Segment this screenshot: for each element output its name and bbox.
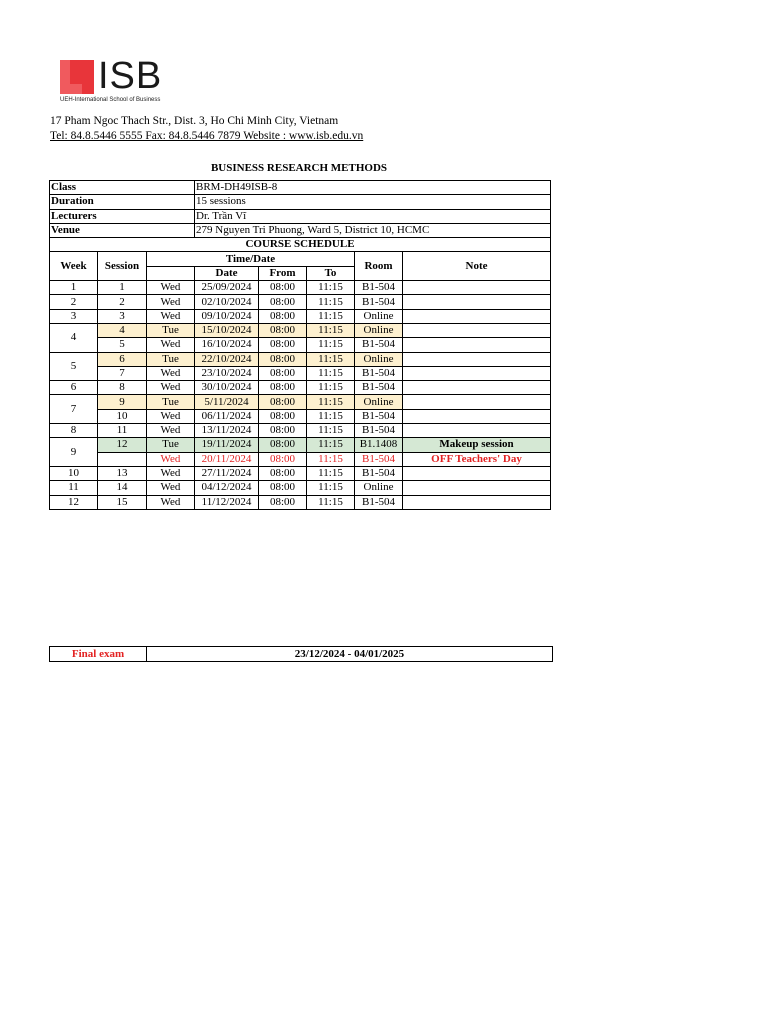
week-cell: 3: [50, 309, 98, 323]
from-cell: 08:00: [259, 323, 307, 337]
room-cell: B1-504: [355, 424, 403, 438]
session-cell: 14: [98, 481, 147, 495]
from-cell: 08:00: [259, 395, 307, 409]
info-value: Dr. Trần Vĩ: [195, 209, 551, 223]
week-cell: 2: [50, 295, 98, 309]
note-cell: [403, 352, 551, 366]
day-cell: Tue: [147, 352, 195, 366]
info-label: Class: [50, 181, 195, 195]
schedule-row: [50, 424, 551, 438]
date-cell: 19/11/2024: [195, 438, 259, 452]
to-cell: 11:15: [307, 481, 355, 495]
note-cell: [403, 366, 551, 380]
col-room-header: Room: [355, 252, 403, 281]
day-cell: Wed: [147, 295, 195, 309]
session-cell: 1: [98, 281, 147, 295]
week-cell: 4: [50, 323, 98, 352]
col-to-header: To: [307, 266, 355, 280]
schedule-row: [50, 281, 551, 295]
date-cell: 04/12/2024: [195, 481, 259, 495]
note-cell: [403, 295, 551, 309]
final-exam-dates: 23/12/2024 - 04/01/2025: [147, 647, 553, 662]
day-cell: Wed: [147, 409, 195, 423]
col-day-header: [147, 266, 195, 280]
date-cell: 15/10/2024: [195, 323, 259, 337]
day-cell: Wed: [147, 381, 195, 395]
schedule-row: [50, 295, 551, 309]
session-cell: 7: [98, 366, 147, 380]
note-cell: [403, 281, 551, 295]
col-timedate-header: Time/Date: [147, 252, 355, 266]
from-cell: 08:00: [259, 438, 307, 452]
date-cell: 11/12/2024: [195, 495, 259, 509]
note-cell: OFF Teachers' Day: [403, 452, 551, 466]
week-cell: 12: [50, 495, 98, 509]
room-cell: Online: [355, 352, 403, 366]
to-cell: 11:15: [307, 466, 355, 480]
session-cell: 9: [98, 395, 147, 409]
room-cell: Online: [355, 395, 403, 409]
info-row-venue: [50, 223, 551, 237]
session-cell: 13: [98, 466, 147, 480]
from-cell: 08:00: [259, 466, 307, 480]
day-cell: Wed: [147, 495, 195, 509]
from-cell: 08:00: [259, 352, 307, 366]
to-cell: 11:15: [307, 338, 355, 352]
col-from-header: From: [259, 266, 307, 280]
session-cell: 3: [98, 309, 147, 323]
schedule-row: [50, 381, 551, 395]
address-block: [50, 114, 363, 144]
note-cell: [403, 466, 551, 480]
info-label: Duration: [50, 195, 195, 209]
info-row-lecturers: [50, 209, 551, 223]
room-cell: B1-504: [355, 366, 403, 380]
info-value: 15 sessions: [195, 195, 551, 209]
date-cell: 13/11/2024: [195, 424, 259, 438]
schedule-row: [50, 395, 551, 409]
from-cell: 08:00: [259, 309, 307, 323]
schedule-row: [50, 366, 551, 380]
session-cell: 5: [98, 338, 147, 352]
date-cell: 5/11/2024: [195, 395, 259, 409]
col-date-header: Date: [195, 266, 259, 280]
day-cell: Tue: [147, 395, 195, 409]
column-header-row: [50, 252, 551, 266]
from-cell: 08:00: [259, 381, 307, 395]
contact-line[interactable]: Tel: 84.8.5446 5555 Fax: 84.8.5446 7879 Website : www.isb.edu.vn: [50, 130, 364, 142]
date-cell: 09/10/2024: [195, 309, 259, 323]
day-cell: Wed: [147, 466, 195, 480]
note-cell: [403, 323, 551, 337]
to-cell: 11:15: [307, 395, 355, 409]
week-cell: 8: [50, 424, 98, 438]
col-session-header: Session: [98, 252, 147, 281]
day-cell: Tue: [147, 323, 195, 337]
note-cell: Makeup session: [403, 438, 551, 452]
col-note-header: Note: [403, 252, 551, 281]
to-cell: 11:15: [307, 381, 355, 395]
info-value: BRM-DH49ISB-8: [195, 181, 551, 195]
week-cell: 10: [50, 466, 98, 480]
room-cell: B1-504: [355, 295, 403, 309]
date-cell: 27/11/2024: [195, 466, 259, 480]
to-cell: 11:15: [307, 452, 355, 466]
date-cell: 16/10/2024: [195, 338, 259, 352]
week-cell: 5: [50, 352, 98, 381]
day-cell: Wed: [147, 338, 195, 352]
date-cell: 25/09/2024: [195, 281, 259, 295]
room-cell: Online: [355, 309, 403, 323]
from-cell: 08:00: [259, 495, 307, 509]
schedule-title: COURSE SCHEDULE: [50, 238, 551, 252]
session-cell: 10: [98, 409, 147, 423]
info-value: 279 Nguyen Tri Phuong, Ward 5, District 10, HCMC: [195, 223, 551, 237]
date-cell: 23/10/2024: [195, 366, 259, 380]
note-cell: [403, 395, 551, 409]
info-row-duration: [50, 195, 551, 209]
session-cell: 6: [98, 352, 147, 366]
week-cell: 11: [50, 481, 98, 495]
date-cell: 22/10/2024: [195, 352, 259, 366]
room-cell: B1-504: [355, 281, 403, 295]
session-cell: [98, 452, 147, 466]
schedule-row: [50, 352, 551, 366]
schedule-row: [50, 452, 551, 466]
week-cell: 9: [50, 438, 98, 467]
isb-logo: [60, 55, 180, 106]
to-cell: 11:15: [307, 409, 355, 423]
week-cell: 7: [50, 395, 98, 424]
day-cell: Wed: [147, 452, 195, 466]
note-cell: [403, 381, 551, 395]
to-cell: 11:15: [307, 323, 355, 337]
date-cell: 02/10/2024: [195, 295, 259, 309]
note-cell: [403, 309, 551, 323]
to-cell: 11:15: [307, 495, 355, 509]
from-cell: 08:00: [259, 295, 307, 309]
logo-tagline: UEH-International School of Business: [60, 97, 161, 103]
day-cell: Wed: [147, 309, 195, 323]
day-cell: Tue: [147, 438, 195, 452]
to-cell: 11:15: [307, 281, 355, 295]
session-cell: 12: [98, 438, 147, 452]
note-cell: [403, 409, 551, 423]
room-cell: B1-504: [355, 338, 403, 352]
final-exam-row: [50, 647, 553, 662]
day-cell: Wed: [147, 481, 195, 495]
note-cell: [403, 338, 551, 352]
session-cell: 4: [98, 323, 147, 337]
session-cell: 11: [98, 424, 147, 438]
room-cell: B1-504: [355, 452, 403, 466]
document-title: BUSINESS RESEARCH METHODS: [210, 162, 388, 174]
date-cell: 30/10/2024: [195, 381, 259, 395]
schedule-row: [50, 323, 551, 337]
room-cell: B1.1408: [355, 438, 403, 452]
session-cell: 15: [98, 495, 147, 509]
schedule-row: [50, 338, 551, 352]
to-cell: 11:15: [307, 295, 355, 309]
room-cell: Online: [355, 323, 403, 337]
to-cell: 11:15: [307, 309, 355, 323]
from-cell: 08:00: [259, 338, 307, 352]
address-line: 17 Pham Ngoc Thach Str., Dist. 3, Ho Chi Minh City, Vietnam: [50, 115, 339, 127]
room-cell: Online: [355, 481, 403, 495]
to-cell: 11:15: [307, 438, 355, 452]
day-cell: Wed: [147, 281, 195, 295]
schedule-row: [50, 495, 551, 509]
from-cell: 08:00: [259, 452, 307, 466]
col-week-header: Week: [50, 252, 98, 281]
from-cell: 08:00: [259, 409, 307, 423]
week-cell: 6: [50, 381, 98, 395]
from-cell: 08:00: [259, 281, 307, 295]
room-cell: B1-504: [355, 381, 403, 395]
session-cell: 8: [98, 381, 147, 395]
final-exam-table: [49, 646, 553, 662]
schedule-row: [50, 309, 551, 323]
from-cell: 08:00: [259, 424, 307, 438]
schedule-row: [50, 481, 551, 495]
note-cell: [403, 495, 551, 509]
from-cell: 08:00: [259, 366, 307, 380]
room-cell: B1-504: [355, 409, 403, 423]
date-cell: 06/11/2024: [195, 409, 259, 423]
session-cell: 2: [98, 295, 147, 309]
day-cell: Wed: [147, 366, 195, 380]
date-cell: 20/11/2024: [195, 452, 259, 466]
to-cell: 11:15: [307, 424, 355, 438]
note-cell: [403, 424, 551, 438]
room-cell: B1-504: [355, 466, 403, 480]
final-exam-label: Final exam: [50, 647, 147, 662]
week-cell: 1: [50, 281, 98, 295]
schedule-table: [49, 180, 551, 510]
schedule-row: [50, 466, 551, 480]
room-cell: B1-504: [355, 495, 403, 509]
day-cell: Wed: [147, 424, 195, 438]
info-label: Venue: [50, 223, 195, 237]
info-label: Lecturers: [50, 209, 195, 223]
from-cell: 08:00: [259, 481, 307, 495]
to-cell: 11:15: [307, 352, 355, 366]
to-cell: 11:15: [307, 366, 355, 380]
logo-text: ISB: [98, 55, 163, 97]
info-row-class: [50, 181, 551, 195]
note-cell: [403, 481, 551, 495]
schedule-title-row: [50, 238, 551, 252]
isb-logo-mark-icon: [60, 60, 94, 94]
schedule-row: [50, 409, 551, 423]
schedule-row: [50, 438, 551, 452]
